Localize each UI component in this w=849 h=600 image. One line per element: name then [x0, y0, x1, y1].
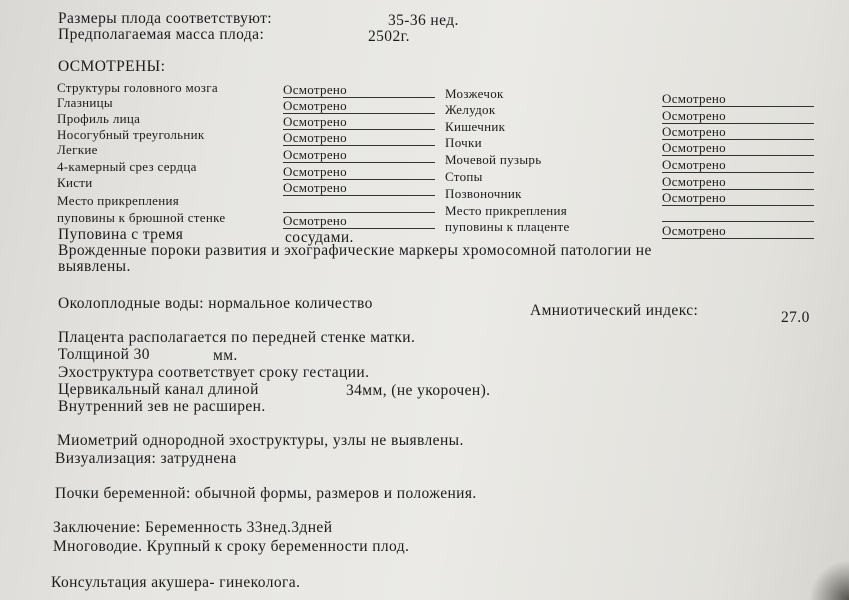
right-item-cerebellum: Мозжечок	[445, 86, 504, 101]
cord-label: Пуповина с тремя	[58, 226, 184, 243]
right-item-feet: Стопы	[445, 169, 483, 184]
placenta-line1: Плацента располагается по передней стенке матки.	[58, 329, 416, 346]
fetal-size-value: 35-36 нед.	[388, 12, 459, 29]
amniotic-index-value: 27.0	[781, 309, 810, 326]
left-status-nasolabial: Осмотрено	[283, 130, 435, 146]
myometrium-line1: Миометрий однородной эхоструктуры, узлы не выявлены.	[57, 432, 464, 449]
left-item-hands: Кисти	[57, 175, 93, 190]
right-status-kidneys: Осмотрено	[662, 140, 814, 156]
left-status-lungs: Осмотрено	[283, 147, 435, 163]
right-item-stomach: Желудок	[445, 102, 496, 117]
left-status-heart: Осмотрено	[283, 164, 435, 180]
fetal-size-label: Размеры плода соответствуют:	[58, 10, 272, 27]
right-status-intestine: Осмотрено	[662, 124, 814, 140]
left-item-abdominal: пуповины к брюшной стенке	[57, 210, 226, 225]
right-blank-line	[662, 220, 814, 222]
examined-title: ОСМОТРЕНЫ:	[58, 58, 166, 75]
right-status-spine: Осмотрено	[662, 190, 814, 206]
conclusion-line1: Заключение: Беременность 33нед.3дней	[53, 519, 333, 536]
malformations-line2: выявлены.	[58, 258, 131, 275]
placenta-line3: Эхоструктура соответствует сроку гестации.	[58, 364, 370, 381]
fetal-mass-value: 2502г.	[368, 28, 410, 45]
right-item-bladder: Мочевой пузырь	[445, 152, 542, 167]
left-item-nasolabial: Носогубный треугольник	[57, 127, 205, 142]
right-status-stomach: Осмотрено	[662, 108, 814, 124]
malformations-line1: Врожденные пороки развития и эхографические маркеры хромосомной патологии не	[58, 242, 652, 259]
right-status-placental: Осмотрено	[662, 223, 814, 239]
cord-value: сосудами.	[285, 229, 354, 246]
right-item-placental: пуповины к плаценте	[445, 219, 570, 234]
right-item-intestine: Кишечник	[445, 119, 506, 134]
right-status-feet: Осмотрено	[662, 174, 814, 190]
left-item-attach: Место прикрепления	[57, 193, 180, 208]
left-item-orbits: Глазницы	[57, 95, 113, 110]
left-status-hands: Осмотрено	[283, 180, 435, 196]
left-item-lungs: Легкие	[57, 142, 98, 157]
left-status-abdominal: Осмотрено	[283, 213, 435, 229]
fetal-mass-label: Предполагаемая масса плода:	[58, 26, 265, 43]
page-corner-shadow	[809, 560, 849, 600]
left-status-profile: Осмотрено	[283, 114, 435, 130]
amniotic-index-label: Амниотический индекс:	[530, 302, 699, 319]
cervical-label: Цервикальный канал длиной	[58, 381, 259, 398]
placenta-line5: Внутренний зев не расширен.	[58, 398, 266, 415]
amniotic-label: Околоплодные воды: нормальное количество	[58, 295, 373, 312]
right-item-attach: Место прикрепления	[445, 203, 568, 218]
left-item-brain: Структуры головного мозга	[57, 80, 218, 95]
right-status-bladder: Осмотрено	[662, 157, 814, 173]
consultation-line: Консультация акушера- гинеколога.	[51, 574, 301, 591]
placenta-thickness-unit: мм.	[213, 347, 238, 364]
myometrium-line2: Визуализация: затруднена	[55, 450, 237, 467]
left-item-heart: 4-камерный срез сердца	[57, 159, 197, 174]
cervical-value: 34мм, (не укорочен).	[346, 382, 491, 399]
kidneys-line: Почки беременной: обычной формы, размеров и положения.	[55, 485, 477, 502]
left-status-brain: Осмотрено	[283, 82, 435, 98]
conclusion-line2: Многоводие. Крупный к сроку беременности плод.	[53, 538, 410, 555]
right-item-kidneys: Почки	[445, 135, 482, 150]
left-status-orbits: Осмотрено	[283, 98, 435, 114]
right-item-spine: Позвоночник	[445, 186, 522, 201]
left-item-profile: Профиль лица	[57, 111, 141, 126]
right-status-cerebellum: Осмотрено	[662, 91, 814, 107]
placenta-thickness: Толщиной 30	[58, 346, 150, 363]
